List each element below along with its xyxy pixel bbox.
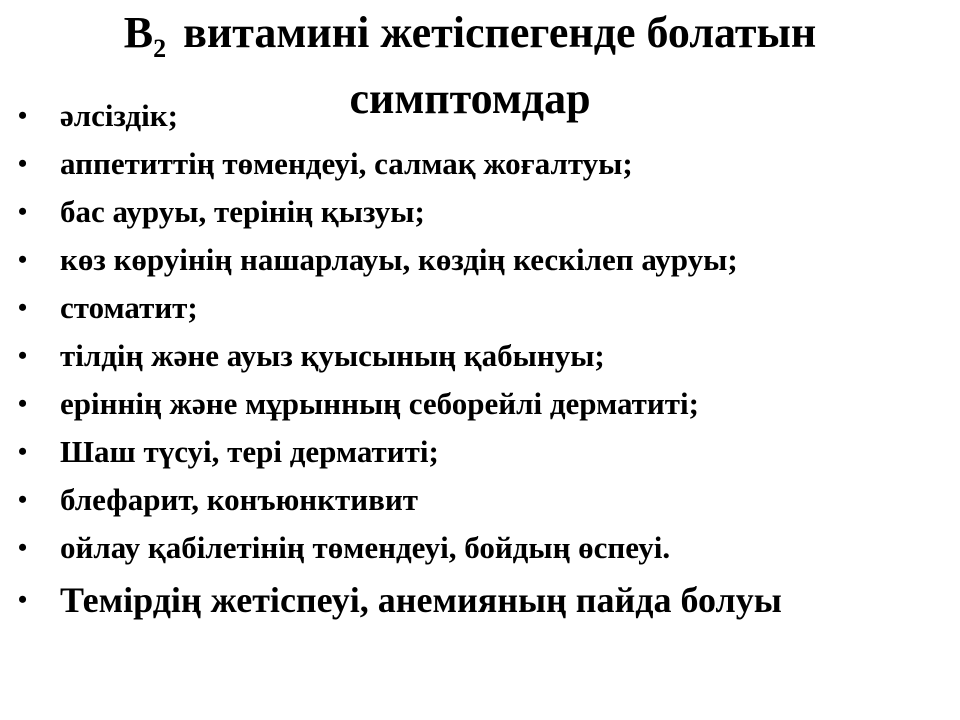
bullet-icon: • <box>18 101 28 130</box>
bullet-icon: • <box>18 341 28 370</box>
list-item-text: Темірдің жетіспеуі, анемияның пайда болуы <box>60 580 782 620</box>
list-item <box>10 428 950 476</box>
list-item-text: әлсіздік; <box>60 98 178 133</box>
bullet-icon: • <box>18 485 28 514</box>
list-item <box>10 92 950 140</box>
list-item-text: тілдің және ауыз қуысының қабынуы; <box>60 338 605 373</box>
title-letter: B <box>123 8 154 57</box>
title-line2: симптомдар <box>349 74 591 123</box>
list-item <box>10 332 950 380</box>
bullet-icon: • <box>18 437 28 466</box>
list-item-text: Шаш түсуі, тері дерматиті; <box>60 434 439 469</box>
list-item <box>10 572 950 628</box>
bullet-icon: • <box>18 293 28 322</box>
list-item <box>10 476 950 524</box>
list-item <box>10 524 950 572</box>
bullet-icon: • <box>18 149 28 178</box>
list-item-text: еріннің және мұрынның себорейлі дерматиті; <box>60 386 699 421</box>
list-item-text: ойлау қабілетінің төмендеуі, бойдың өспеуі. <box>60 530 671 565</box>
list-item-text: көз көруінің нашарлауы, көздің кескілеп ауруы; <box>60 242 738 277</box>
list-item <box>10 284 950 332</box>
list-item <box>10 140 950 188</box>
list-item-text: аппетиттің төмендеуі, салмақ жоғалтуы; <box>60 146 633 181</box>
title-subscript: 2 <box>153 34 167 63</box>
bullet-icon: • <box>18 585 28 614</box>
list-item <box>10 236 950 284</box>
list-item-text: бас ауруы, терінің қызуы; <box>60 194 425 229</box>
bullet-icon: • <box>18 197 28 226</box>
bullet-icon: • <box>18 389 28 418</box>
bullet-icon: • <box>18 533 28 562</box>
list-item <box>10 188 950 236</box>
list-item-text: стоматит; <box>60 290 198 325</box>
list-item <box>10 380 950 428</box>
title-line1: витамині жетіспегенде болатын <box>183 8 817 57</box>
bullet-icon: • <box>18 245 28 274</box>
list-item-text: блефарит, конъюнктивит <box>60 482 418 517</box>
symptom-list <box>10 92 950 628</box>
